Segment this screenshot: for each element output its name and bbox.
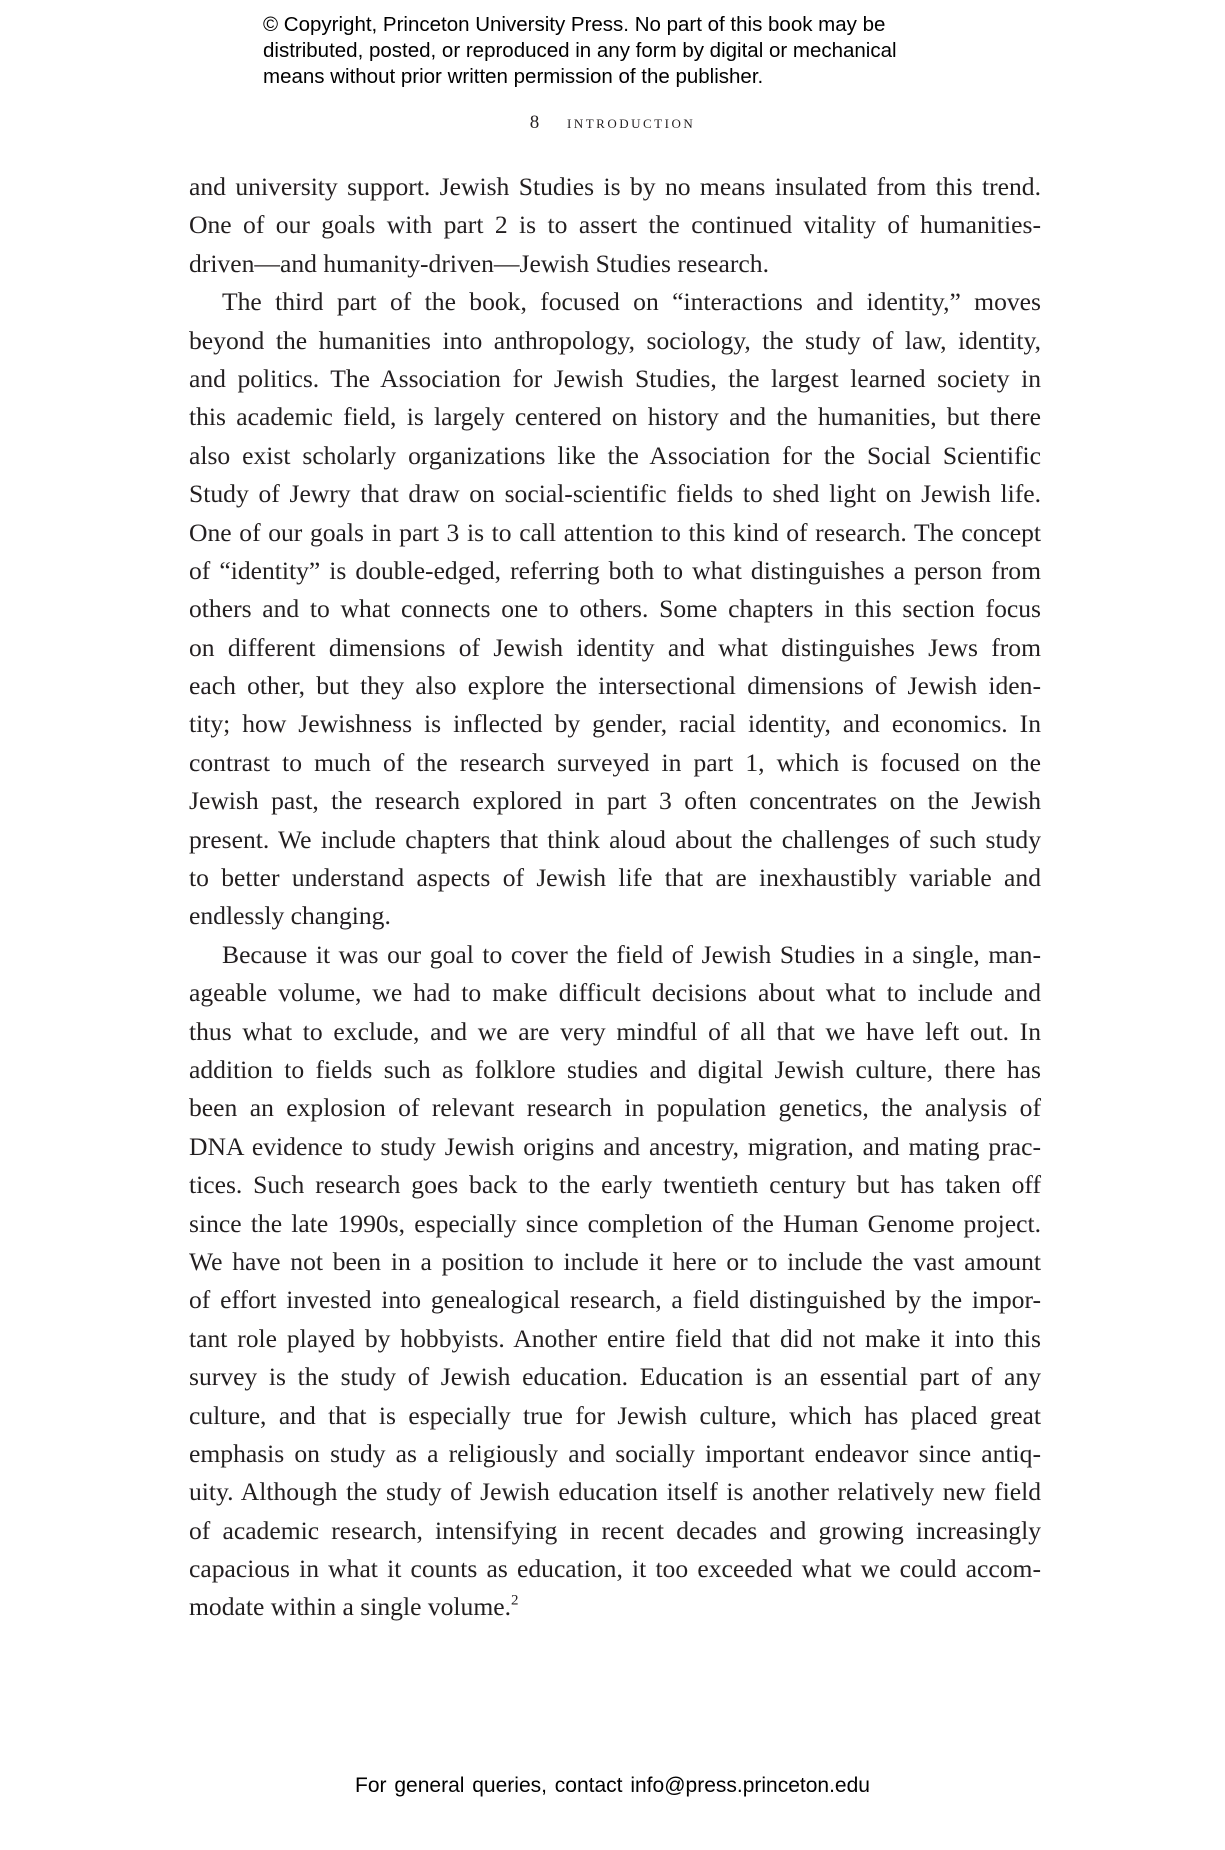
text-line: emphasis on study as a religiously and socially important endeavor since antiq-: [189, 1438, 1041, 1468]
text-line: driven—and humanity-driven—Jewish Studies research.: [189, 248, 769, 278]
text-line: present. We include chapters that think aloud about the challenges of such study: [189, 824, 1041, 854]
text-line: We have not been in a position to include it here or to include the vast amount: [189, 1246, 1041, 1276]
text-line: Jewish past, the research explored in part 3 often concentrates on the Jewish: [189, 786, 1041, 816]
page-number: 8: [529, 112, 540, 133]
body-text: [189, 168, 1041, 1627]
text-line: on different dimensions of Jewish identity and what distinguishes Jews from: [189, 632, 1041, 662]
copyright-notice: [263, 12, 1023, 90]
text-line: The third part of the book, focused on “interactions and identity,” moves: [222, 287, 1041, 317]
text-line: tant role played by hobbyists. Another entire field that did not make it into this: [189, 1323, 1041, 1353]
footer-contact: For general queries, contact info@press.princeton.edu: [355, 1774, 870, 1797]
section-title: introduction: [567, 112, 696, 133]
text-line: addition to fields such as folklore studies and digital Jewish culture, there has: [189, 1054, 1041, 1084]
text-line: DNA evidence to study Jewish origins and ancestry, migration, and mating prac-: [189, 1131, 1041, 1161]
copyright-line: means without prior written permission of the publisher.: [263, 65, 764, 88]
text-line: this academic field, is largely centered on history and the humanities, but there: [189, 402, 1041, 432]
text-line: others and to what connects one to others. Some chapters in this section focus: [189, 594, 1041, 624]
text-line: been an explosion of relevant research in population genetics, the analysis of: [189, 1093, 1041, 1123]
text-line: One of our goals with part 2 is to assert the continued vitality of humanities-: [189, 210, 1041, 240]
text-line: and university support. Jewish Studies is by no means insulated from this trend.: [189, 172, 1041, 201]
footnote-marker[interactable]: 2: [511, 1592, 519, 1609]
text-line: Study of Jewry that draw on social-scientific fields to shed light on Jewish life.: [189, 479, 1041, 509]
text-line: One of our goals in part 3 is to call attention to this kind of research. The concept: [189, 517, 1041, 547]
text-line: uity. Although the study of Jewish education itself is another relatively new field: [189, 1477, 1041, 1507]
copyright-line: © Copyright, Princeton University Press. No part of this book may be: [263, 13, 886, 36]
text-line: thus what to exclude, and we are very mindful of all that we have left out. In: [189, 1016, 1041, 1046]
text-line: of effort invested into genealogical research, a field distinguished by the impor-: [189, 1285, 1041, 1315]
text-line: to better understand aspects of Jewish life that are inexhaustibly variable and: [189, 863, 1041, 893]
text-line: tices. Such research goes back to the early twentieth century but has taken off: [189, 1170, 1041, 1200]
copyright-line: distributed, posted, or reproduced in any form by digital or mechanical: [263, 39, 897, 62]
text-line: endlessly changing.: [189, 901, 391, 931]
text-line: Because it was our goal to cover the field of Jewish Studies in a single, man-: [222, 939, 1041, 969]
text-line: each other, but they also explore the intersectional dimensions of Jewish iden-: [189, 671, 1041, 701]
text-line: culture, and that is especially true for Jewish culture, which has placed great: [189, 1400, 1041, 1430]
text-line: of academic research, intensifying in recent decades and growing increasingly: [189, 1515, 1041, 1545]
text-line: survey is the study of Jewish education. Education is an essential part of any: [189, 1362, 1041, 1392]
text-line: of “identity” is double-edged, referring both to what distinguishes a person from: [189, 555, 1041, 585]
text-line-content: modate within a single volume.: [189, 1592, 511, 1622]
text-line: since the late 1990s, especially since completion of the Human Genome project.: [189, 1208, 1041, 1238]
text-line: capacious in what it counts as education, it too exceeded what we could accom-: [189, 1554, 1041, 1584]
text-line: contrast to much of the research surveyed in part 1, which is focused on the: [189, 747, 1041, 777]
running-head: [0, 112, 1225, 134]
text-line: tity; how Jewishness is inflected by gender, racial identity, and economics. In: [189, 709, 1041, 739]
text-line: and politics. The Association for Jewish Studies, the largest learned society in: [189, 363, 1041, 393]
text-line-final: [189, 1588, 1041, 1626]
text-line: also exist scholarly organizations like the Association for the Social Scientific: [189, 440, 1041, 470]
text-line: ageable volume, we had to make difficult decisions about what to include and: [189, 978, 1041, 1008]
text-line: beyond the humanities into anthropology, sociology, the study of law, identity,: [189, 325, 1041, 355]
